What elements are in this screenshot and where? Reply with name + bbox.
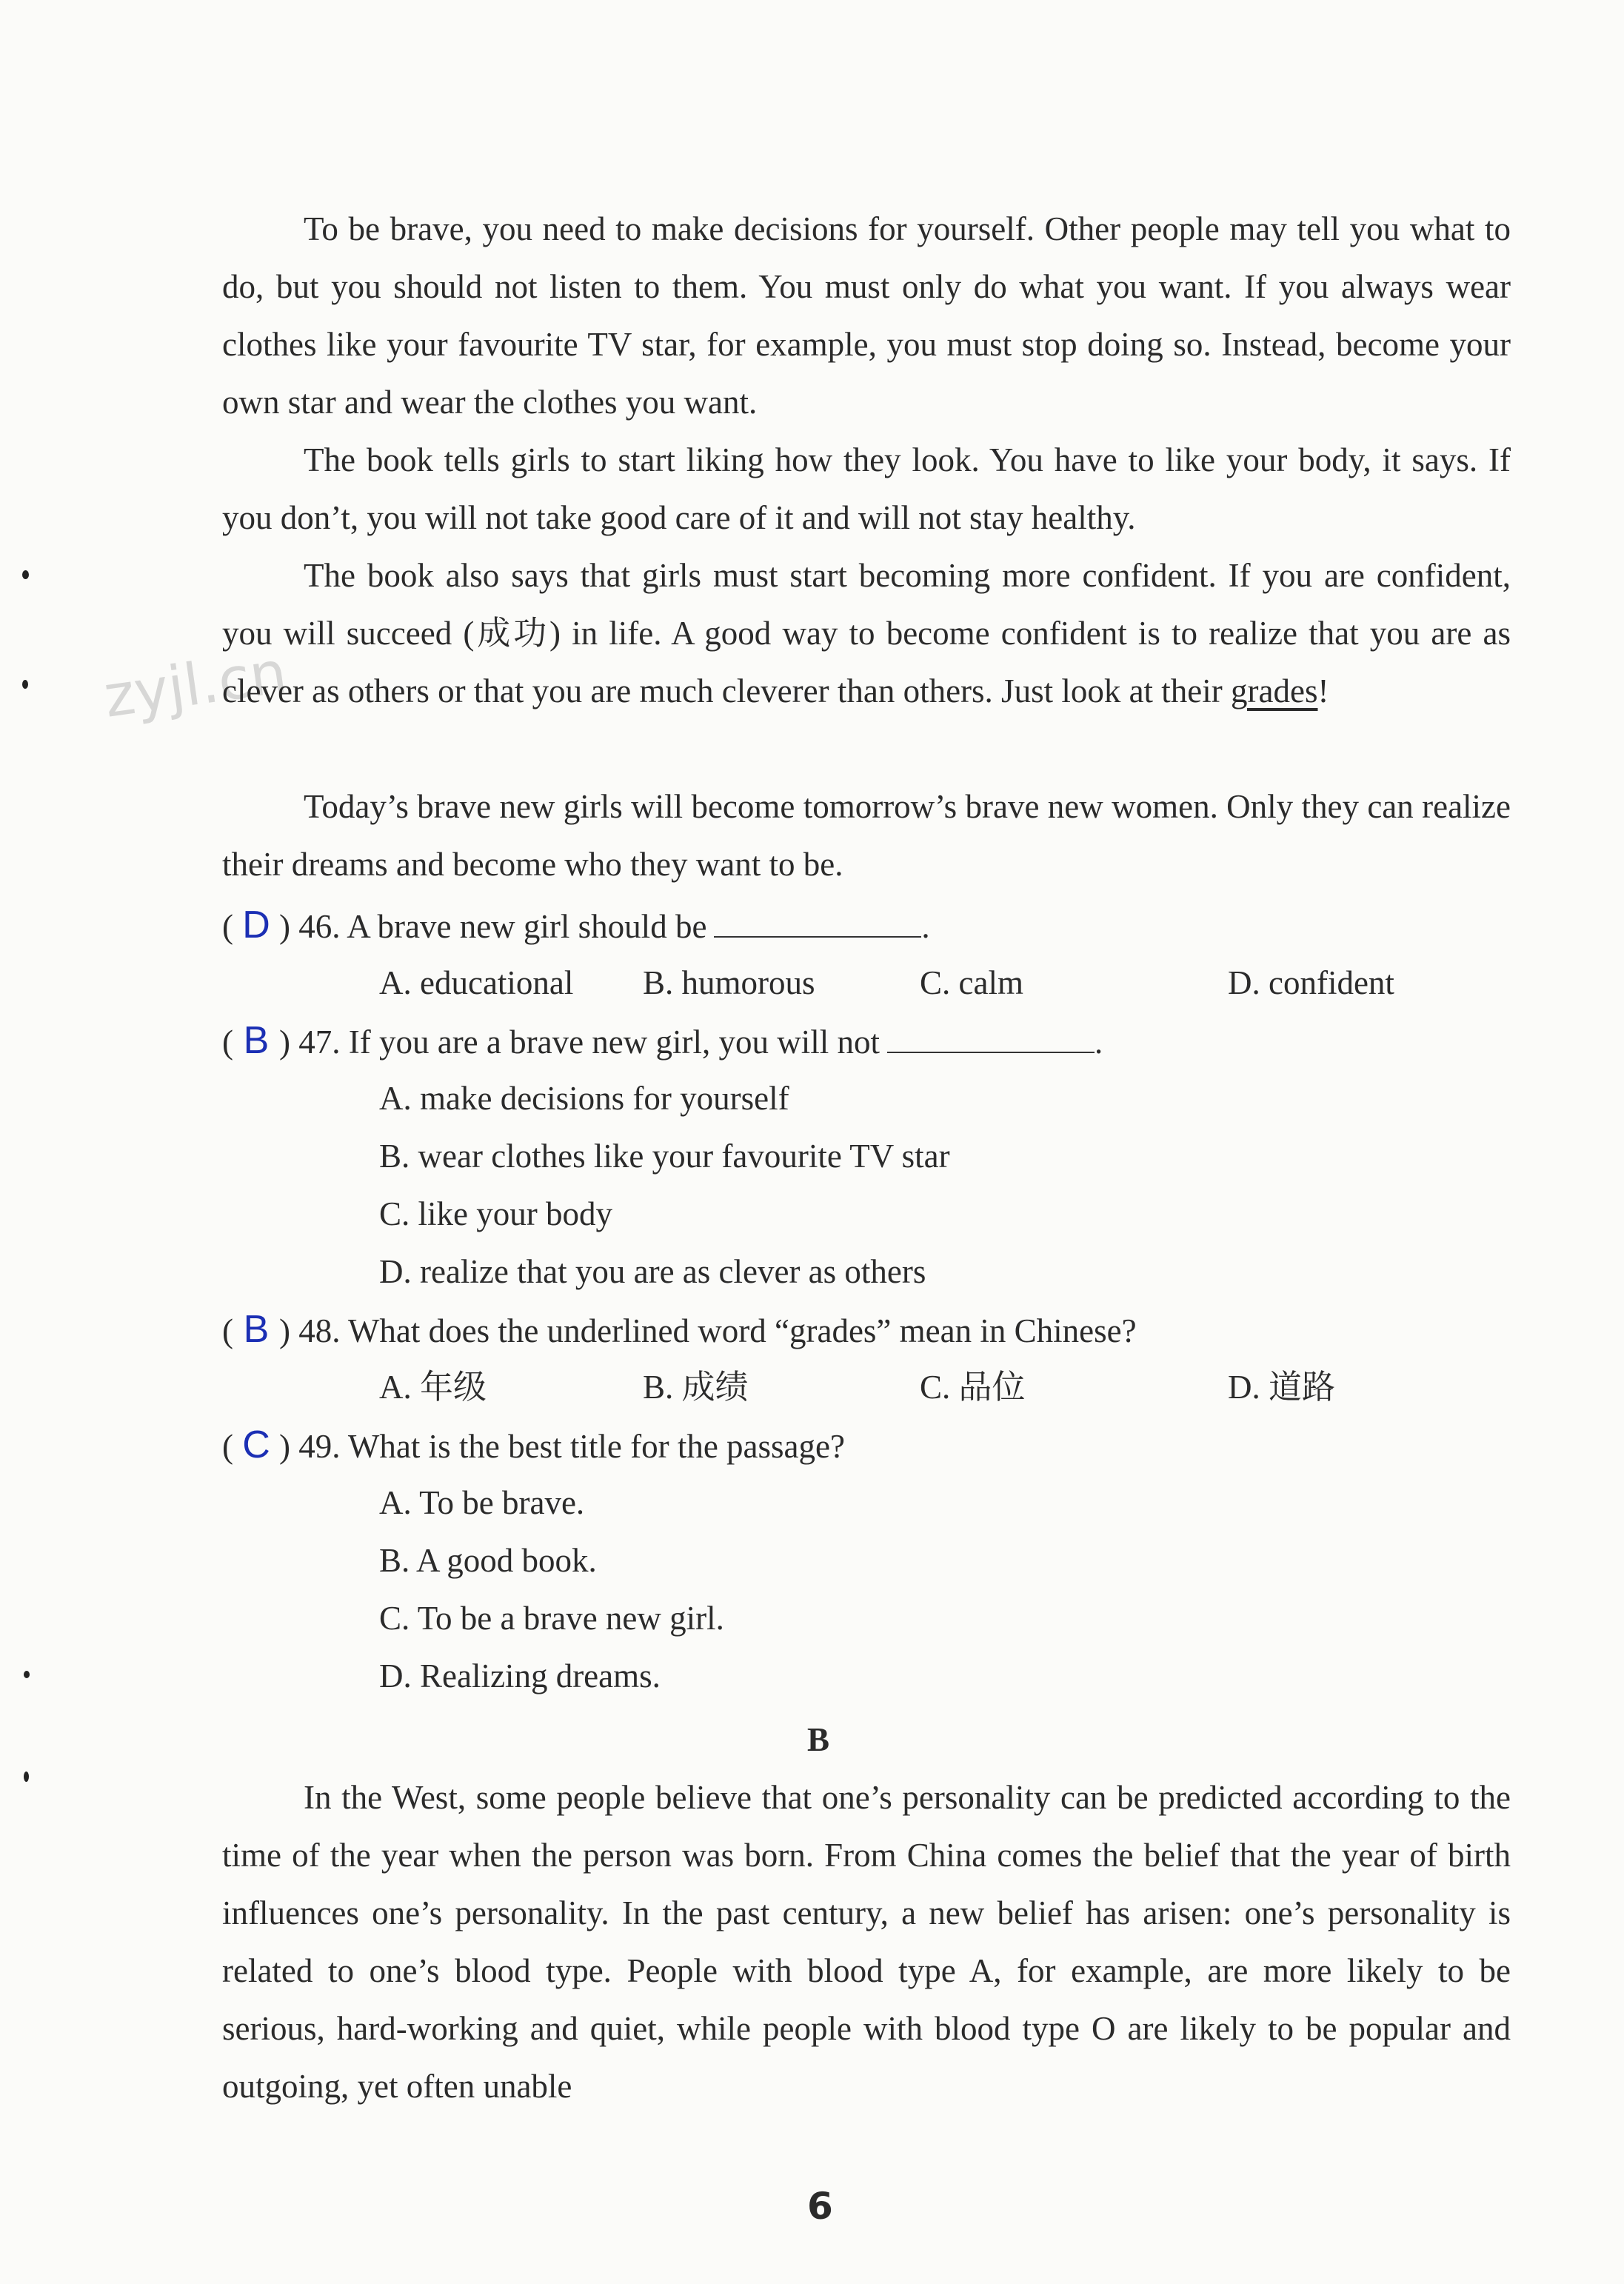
option-47-b: B. wear clothes like your favourite TV star [379,1138,950,1175]
paragraph-3 [222,547,1511,720]
question-47-tail: . [1095,1024,1103,1061]
question-48-text: 48. What does the underlined word “grades” mean in Chinese? [298,1312,1137,1349]
paren-open: ( [222,1024,233,1061]
answer-47: B [243,1019,270,1062]
question-46-text: 46. A brave new girl should be [298,908,707,945]
question-47 [222,1012,1103,1071]
answer-49: C [242,1423,270,1466]
paren-open: ( [222,1312,233,1349]
question-48 [222,1300,1137,1360]
option-48-b: B. 成绩 [643,1369,749,1406]
option-47-a: A. make decisions for yourself [379,1080,789,1117]
answer-48: B [243,1308,270,1351]
paren-open: ( [222,908,233,945]
underlined-word-grades: grades [1231,672,1318,709]
option-46-b: B. humorous [643,964,815,1001]
question-49-text: 49. What is the best title for the passage? [298,1428,845,1465]
question-49 [222,1416,845,1475]
option-49-d: D. Realizing dreams. [379,1657,661,1694]
scan-speck [22,570,29,579]
paren-close: ) [279,908,290,945]
answer-46: D [242,904,270,946]
paragraph-2: The book tells girls to start liking how they look. You have to like your body, it says. If you don’t, you will not take good care of it and will not stay healthy. [222,441,1511,536]
paragraph-1: To be brave, you need to make decisions for yourself. Other people may tell you what to do, but you should not listen to them. You must only do what you want. If you always wear clothes like your favourite TV star, for example, you must stop doing so. Instead, become your own star and wear the clothes you want. [222,210,1511,421]
scan-speck [24,1671,30,1678]
scan-speck [24,1772,29,1782]
scan-speck [22,680,28,689]
option-49-b: B. A good book. [379,1542,597,1579]
page-number: 6 [807,2185,833,2228]
paren-close: ) [279,1312,290,1349]
option-49-c: C. To be a brave new girl. [379,1600,724,1637]
paragraph-3-end: ! [1317,672,1329,709]
option-46-d: D. confident [1228,964,1394,1001]
option-47-d: D. realize that you are as clever as others [379,1253,926,1290]
paren-open: ( [222,1428,233,1465]
section-b-paragraph: In the West, some people believe that one’s personality can be predicted according to the time of the year when the person was born. From China comes the belief that the year of birth influences one’s personality. In the past century, a new belief has arisen: one’s personality is related to one’s blood type. People with blood type A, for example, are more likely to be serious, hard-working and quiet, while people with blood type O are likely to be popular and outgoing, yet often unable [222,1779,1511,2105]
paragraph-4: Today’s brave new girls will become tomorrow’s brave new women. Only they can realize their dreams and become who they want to be. [222,788,1511,883]
paren-close: ) [279,1024,290,1061]
question-46 [222,896,930,955]
option-48-d: D. 道路 [1228,1369,1335,1406]
option-46-c: C. calm [920,964,1023,1001]
paragraph-3-text: The book also says that girls must start becoming more confident. If you are confident, you will succeed (成功) in life. A good way to become confident is to realize that you are as clever as others or that you are much cleverer than others. Just look at their [222,557,1511,709]
option-49-a: A. To be brave. [379,1484,585,1521]
option-48-a: A. 年级 [379,1369,487,1406]
option-47-c: C. like your body [379,1195,612,1232]
question-46-tail: . [921,908,930,945]
paren-close: ) [279,1428,290,1465]
question-47-text: 47. If you are a brave new girl, you will not [298,1024,880,1061]
option-46-a: A. educational [379,964,574,1001]
watermark: zyjl.cn [99,639,291,731]
option-48-c: C. 品位 [920,1369,1026,1406]
answer-blank [887,1022,1095,1053]
section-title-b: B [807,1721,830,1758]
answer-blank [714,906,921,938]
